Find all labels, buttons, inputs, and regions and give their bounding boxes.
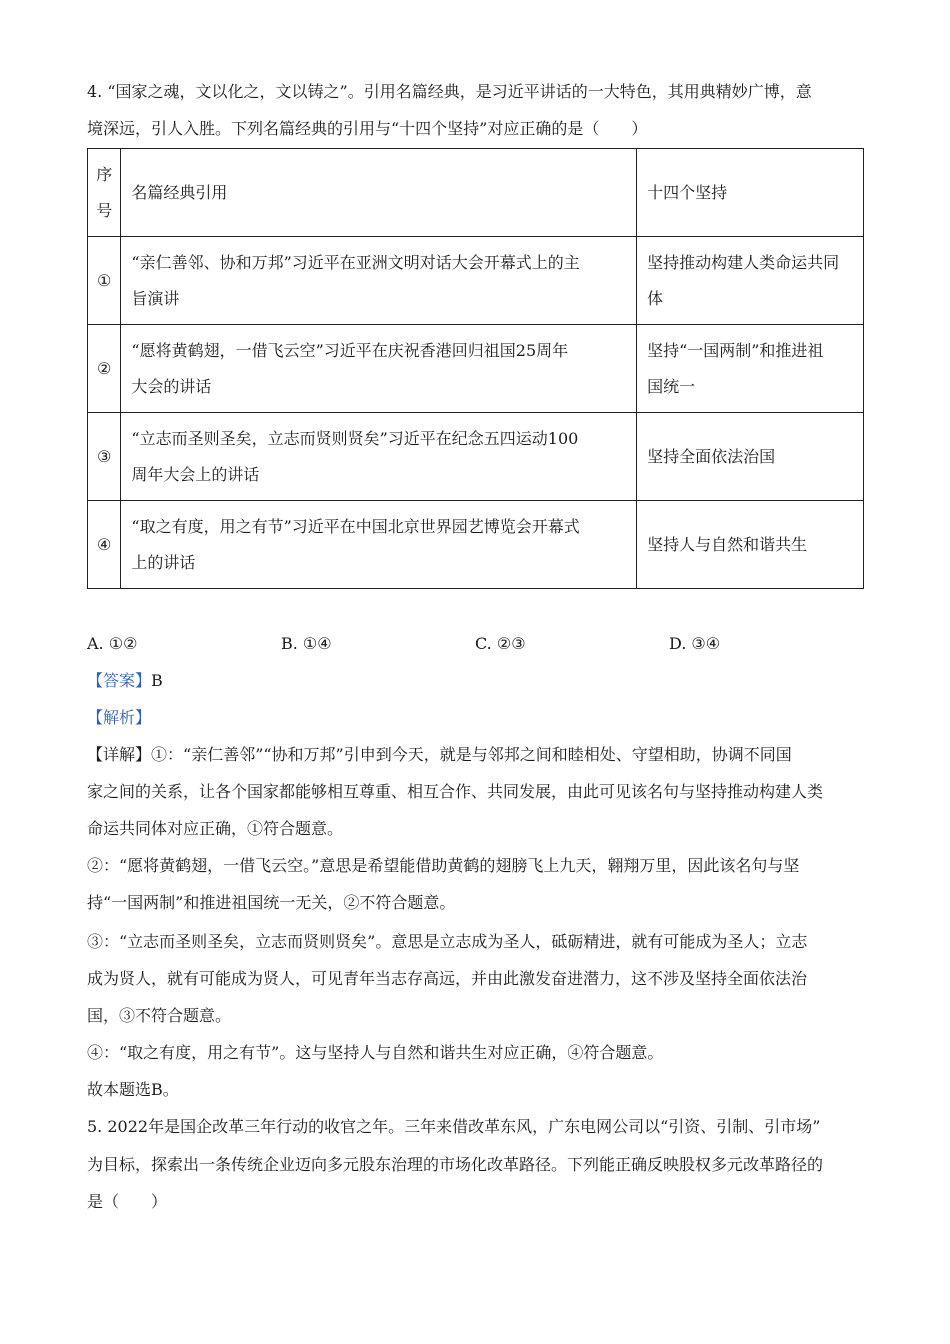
- table-row: [88, 237, 864, 325]
- answer-value: B: [151, 671, 163, 690]
- table-row: [88, 325, 864, 413]
- question-4-stem-line-2: 境深远，引人入胜。下列名篇经典的引用与“十四个坚持”对应正确的是（ ）: [87, 119, 648, 138]
- answer-line: [87, 671, 163, 691]
- question-4-stem-line-1: 4. “国家之魂，文以化之，文以铸之”。引用名篇经典，是习近平讲话的一大特色，其用典精妙广博，意: [87, 82, 812, 101]
- row-citation: “愿将黄鹤翅，一借飞云空”习近平在庆祝香港回归祖国25周年 大会的讲话: [121, 325, 637, 413]
- table-row: [88, 501, 864, 589]
- detail-line: ③：“立志而圣则圣矣，立志而贤则贤矣”。意思是立志成为圣人，砥砺精进，就有可能成为圣人；立志: [87, 932, 808, 951]
- row-persistence: 坚持全面依法治国: [637, 413, 864, 501]
- detail-line: ④：“取之有度，用之有节”。这与坚持人与自然和谐共生对应正确，④符合题意。: [87, 1043, 664, 1062]
- option-c[interactable]: C. ②③: [475, 634, 526, 653]
- answer-tag: 【答案】: [87, 671, 152, 690]
- analysis-tag: 【解析】: [87, 708, 152, 727]
- detail-line: 持“一国两制”和推进祖国统一无关，②不符合题意。: [87, 893, 456, 912]
- row-citation: “亲仁善邻、协和万邦”习近平在亚洲文明对话大会开幕式上的主 旨演讲: [121, 237, 637, 325]
- question-5-line-3: 是（ ）: [87, 1192, 168, 1211]
- row-persistence: 坚持人与自然和谐共生: [637, 501, 864, 589]
- question-5-line-1: 5. 2022年是国企改革三年行动的收官之年。三年来借改革东风，广东电网公司以“引资、引制、引市场”: [87, 1117, 821, 1136]
- header-citation: 名篇经典引用: [121, 149, 637, 237]
- quotation-table: [87, 148, 864, 589]
- option-d[interactable]: D. ③④: [669, 634, 721, 653]
- row-number: ①: [88, 237, 121, 325]
- detail-line: 成为贤人，就有可能成为贤人，可见青年当志存高远，并由此激发奋进潜力，这不涉及坚持全面依法治: [87, 969, 808, 988]
- option-a[interactable]: A. ①②: [87, 634, 138, 653]
- header-number: 序 号: [88, 149, 121, 237]
- table-header-row: [88, 149, 864, 237]
- conclusion-line: 故本题选B。: [87, 1080, 179, 1099]
- detail-line: 国，③不符合题意。: [87, 1006, 232, 1025]
- detail-line: 家之间的关系，让各个国家都能够相互尊重、相互合作、共同发展，由此可见该名句与坚持推动构建人类: [87, 782, 824, 801]
- row-persistence: 坚持推动构建人类命运共同 体: [637, 237, 864, 325]
- row-citation: “取之有度，用之有节”习近平在中国北京世界园艺博览会开幕式 上的讲话: [121, 501, 637, 589]
- detail-line: 【详解】①：“亲仁善邻”“协和万邦”引申到今天，就是与邻邦之间和睦相处、守望相助，协调不同国: [87, 745, 792, 764]
- row-number: ③: [88, 413, 121, 501]
- question-5-line-2: 为目标，探索出一条传统企业迈向多元股东治理的市场化改革路径。下列能正确反映股权多元改革路径的: [87, 1155, 824, 1174]
- detail-tag: 【详解】: [87, 745, 152, 764]
- option-b[interactable]: B. ①④: [281, 634, 332, 653]
- table-row: [88, 413, 864, 501]
- row-number: ④: [88, 501, 121, 589]
- detail-line: ②：“愿将黄鹤翅，一借飞云空。”意思是希望能借助黄鹤的翅膀飞上九天，翱翔万里，因此该名句与坚: [87, 856, 800, 875]
- row-citation: “立志而圣则圣矣，立志而贤则贤矣”习近平在纪念五四运动100 周年大会上的讲话: [121, 413, 637, 501]
- row-number: ②: [88, 325, 121, 413]
- header-persistence: 十四个坚持: [637, 149, 864, 237]
- row-persistence: 坚持“一国两制”和推进祖 国统一: [637, 325, 864, 413]
- detail-line: 命运共同体对应正确，①符合题意。: [87, 819, 344, 838]
